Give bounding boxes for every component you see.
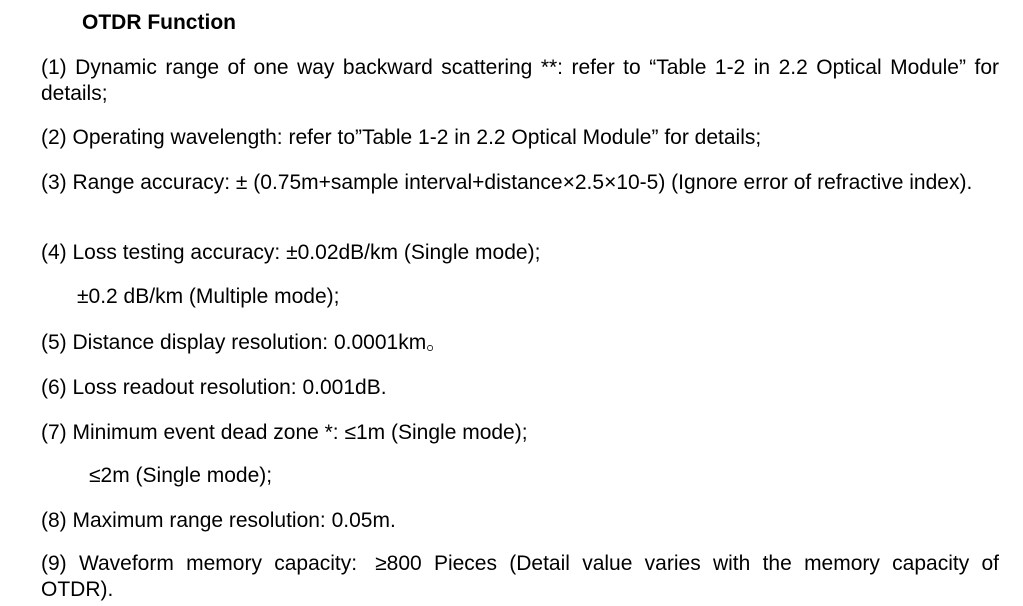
item-loss-readout-resolution: (6) Loss readout resolution: 0.001dB. [41, 376, 387, 399]
item-loss-testing-accuracy-multimode: ±0.2 dB/km (Multiple mode); [77, 285, 340, 308]
item-waveform-memory-label: (9) Waveform memory capacity: [41, 552, 358, 575]
item-operating-wavelength: (2) Operating wavelength: refer to”Table 1-2 in 2.2 Optical Module” for details; [41, 126, 762, 149]
item-maximum-range-resolution: (8) Maximum range resolution: 0.05m. [41, 509, 396, 532]
item-minimum-event-dead-zone: (7) Minimum event dead zone *: ≤1m (Single mode); [41, 421, 528, 444]
section-heading: OTDR Function [82, 11, 236, 34]
item-dynamic-range: (1) Dynamic range of one way backward scattering **: refer to “Table 1-2 in 2.2 Optical Module” for details; [41, 56, 999, 105]
item-waveform-memory-value: ≥800 Pieces (Detail value varies with the memory capacity of OTDR). [41, 552, 1000, 601]
item-waveform-memory-capacity [41, 551, 999, 603]
item-loss-testing-accuracy: (4) Loss testing accuracy: ±0.02dB/km (Single mode); [41, 241, 541, 264]
item-minimum-event-dead-zone-second: ≤2m (Single mode); [89, 464, 273, 487]
item-range-accuracy: (3) Range accuracy: ± (0.75m+sample interval+distance×2.5×10-5) (Ignore error of refractive index). [41, 171, 973, 194]
item-distance-display-resolution: (5) Distance display resolution: 0.0001km。 [41, 331, 448, 354]
